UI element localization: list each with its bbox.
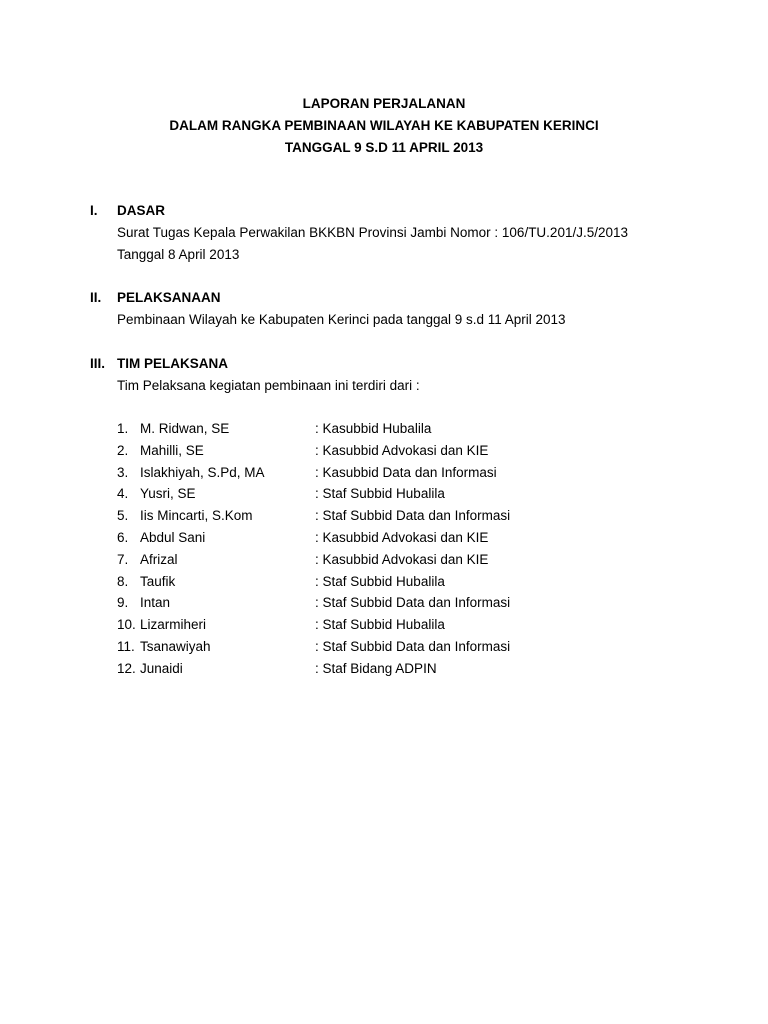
section-pelaksanaan	[90, 287, 730, 331]
item-number: 9.	[117, 595, 129, 611]
list-item	[117, 505, 677, 527]
member-name: Yusri, SE	[140, 486, 196, 502]
section-number: III.	[90, 356, 106, 371]
item-number: 2.	[117, 442, 129, 458]
item-number: 3.	[117, 464, 129, 480]
section-dasar	[90, 200, 730, 266]
member-role: : Staf Subbid Hubalila	[315, 573, 445, 589]
member-role: : Staf Subbid Data dan Informasi	[315, 638, 511, 654]
section-title: TIM PELAKSANA	[117, 356, 228, 371]
member-role: : Kasubbid Advokasi dan KIE	[315, 551, 489, 567]
section-number: I.	[90, 203, 98, 218]
section-number: II.	[90, 290, 102, 305]
list-item	[117, 418, 677, 440]
item-number: 12.	[117, 660, 136, 676]
item-number: 10.	[117, 617, 136, 633]
section-title: PELAKSANAAN	[117, 290, 221, 305]
member-name: Abdul Sani	[140, 529, 206, 545]
list-item	[117, 636, 677, 658]
member-role: : Staf Subbid Data dan Informasi	[315, 595, 511, 611]
tim-intro-line: Tim Pelaksana kegiatan pembinaan ini terdiri dari :	[117, 378, 420, 393]
report-title	[0, 93, 768, 159]
list-item	[117, 592, 677, 614]
member-name: Junaidi	[140, 660, 183, 676]
member-name: Taufik	[140, 573, 176, 589]
item-number: 7.	[117, 551, 129, 567]
member-list	[117, 418, 677, 680]
list-item	[117, 483, 677, 505]
member-role: : Kasubbid Advokasi dan KIE	[315, 442, 489, 458]
section-tim-pelaksana	[90, 353, 730, 397]
item-number: 6.	[117, 529, 129, 545]
title-line-1: LAPORAN PERJALANAN	[302, 96, 466, 111]
member-name: Iis Mincarti, S.Kom	[140, 508, 253, 524]
member-name: Lizarmiheri	[140, 617, 207, 633]
item-number: 4.	[117, 486, 129, 502]
dasar-text-line: Tanggal 8 April 2013	[117, 247, 240, 262]
list-item	[117, 462, 677, 484]
section-title: DASAR	[117, 203, 166, 218]
pelaksanaan-text-line: Pembinaan Wilayah ke Kabupaten Kerinci pada tanggal 9 s.d 11 April 2013	[117, 312, 566, 327]
member-name: M. Ridwan, SE	[140, 421, 230, 436]
member-role: : Staf Subbid Hubalila	[315, 486, 445, 502]
dasar-text-line: Surat Tugas Kepala Perwakilan BKKBN Provinsi Jambi Nomor : 106/TU.201/J.5/2013	[117, 225, 629, 240]
member-name: Intan	[140, 595, 171, 611]
title-line-2: DALAM RANGKA PEMBINAAN WILAYAH KE KABUPATEN KERINCI	[169, 118, 599, 133]
section-heading	[90, 200, 730, 222]
list-item	[117, 549, 677, 571]
member-role: : Staf Subbid Data dan Informasi	[315, 508, 511, 524]
item-number: 11.	[117, 638, 135, 654]
title-line-3: TANGGAL 9 S.D 11 APRIL 2013	[284, 140, 484, 155]
member-name: Afrizal	[140, 551, 178, 567]
member-name: Islakhiyah, S.Pd, MA	[140, 464, 265, 480]
list-item	[117, 527, 677, 549]
member-name: Tsanawiyah	[140, 638, 211, 654]
list-item	[117, 571, 677, 593]
item-number: 5.	[117, 508, 129, 524]
member-role: : Staf Subbid Hubalila	[315, 617, 445, 633]
section-heading	[90, 353, 730, 375]
list-item	[117, 614, 677, 636]
list-item	[117, 658, 677, 680]
member-role: : Kasubbid Data dan Informasi	[315, 464, 497, 480]
item-number: 1.	[117, 421, 129, 436]
member-role: : Staf Bidang ADPIN	[315, 660, 437, 676]
section-heading	[90, 287, 730, 309]
member-role: : Kasubbid Advokasi dan KIE	[315, 529, 489, 545]
item-number: 8.	[117, 573, 129, 589]
member-role: : Kasubbid Hubalila	[315, 421, 432, 436]
member-name: Mahilli, SE	[140, 442, 204, 458]
list-item	[117, 440, 677, 462]
